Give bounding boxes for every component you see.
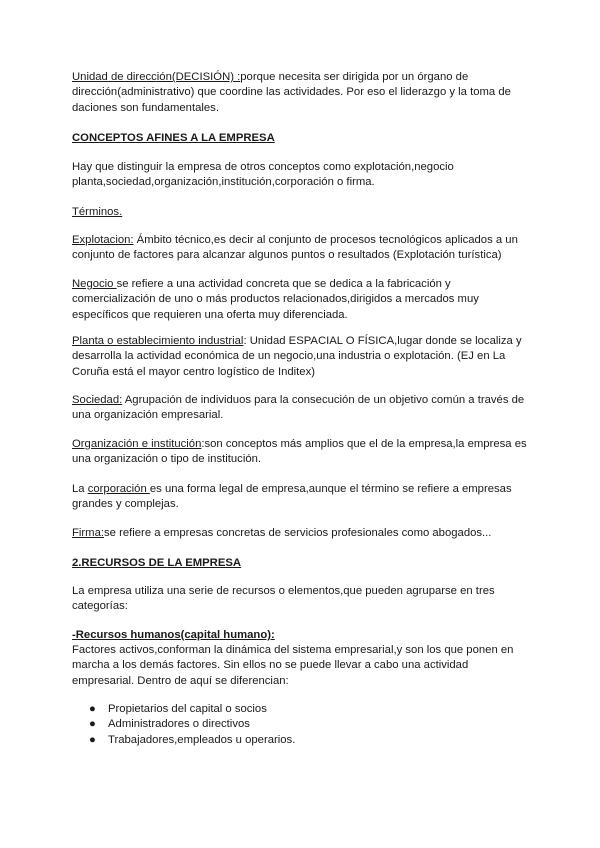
heading-recursos-empresa: 2.RECURSOS DE LA EMPRESA bbox=[72, 557, 242, 569]
term-firma: Firma: bbox=[72, 527, 105, 539]
paragraph-recursos-intro: La empresa utiliza una serie de recursos o elementos,que pueden agruparse en tres categorías: bbox=[72, 585, 495, 613]
term-explotacion: Explotacion: bbox=[72, 234, 134, 246]
definition-firma: se refiere a empresas concretas de servicios profesionales como abogados... bbox=[104, 527, 492, 539]
bullet-icon: ● bbox=[89, 703, 96, 715]
list-item bbox=[72, 717, 532, 732]
definition-explotacion: Ámbito técnico,es decir al conjunto de procesos tecnológicos aplicados a un conjunto de factores para alcanzar algunos puntos o resultados (Explotación turística) bbox=[72, 234, 518, 262]
paragraph-explotacion bbox=[72, 233, 532, 264]
term-negocio: Negocio bbox=[72, 278, 117, 290]
list-item bbox=[72, 733, 532, 748]
heading-recursos-humanos: -Recursos humanos(capital humano): bbox=[72, 629, 275, 641]
heading-terminos: Términos. bbox=[72, 206, 123, 218]
list-item-text: Trabajadores,empleados u operarios. bbox=[108, 733, 296, 746]
term-corporacion: corporación bbox=[87, 483, 150, 495]
term-organizacion: Organización e institución bbox=[72, 438, 202, 450]
definition-planta: : Unidad ESPACIAL O FÍSICA,lugar donde se localiza y desarrolla la actividad económica de un negocio,una industria o explotación. (EJ en La Coruña está el mayor centro logístico de Inditex) bbox=[72, 335, 522, 378]
paragraph-intro-conceptos: Hay que distinguir la empresa de otros conceptos como explotación,negocio planta,sociedad,organización,institución,corporación o firma. bbox=[72, 161, 454, 189]
paragraph-planta bbox=[72, 334, 532, 380]
definition-unidad-direccion: porque necesita ser dirigida por un órgano de dirección(administrativo) que coordine las actividades. Por eso el liderazgo y la toma de daciones son fundamentales. bbox=[72, 71, 511, 114]
term-sociedad: Sociedad: bbox=[72, 394, 123, 406]
paragraph-firma bbox=[72, 526, 532, 541]
definition-corporacion: es una forma legal de empresa,aunque el término se refiere a empresas grandes y complejas. bbox=[72, 483, 512, 511]
definition-sociedad: Agrupación de individuos para la consecución de un objetivo común a través de una organización empresarial. bbox=[72, 394, 525, 422]
bullet-list-recursos-humanos bbox=[72, 702, 532, 748]
paragraph-organizacion bbox=[72, 437, 532, 468]
paragraph-negocio bbox=[72, 277, 532, 323]
list-item bbox=[72, 702, 532, 717]
heading-conceptos-afines: CONCEPTOS AFINES A LA EMPRESA bbox=[72, 132, 275, 144]
bullet-icon: ● bbox=[89, 718, 96, 731]
term-unidad-direccion: Unidad de dirección(DECISIÓN) : bbox=[72, 71, 241, 83]
paragraph-recursos-humanos: Factores activos,conforman la dinámica del sistema empresarial,y son los que ponen en marcha a los demás factores. Sin ellos no se puede llevar a cabo una actividad empresarial. Dentro de aquí se diferencian: bbox=[72, 644, 514, 687]
list-item-text: Administradores o directivos bbox=[108, 718, 250, 731]
term-planta: Planta o establecimiento industrial bbox=[72, 335, 244, 347]
bullet-icon: ● bbox=[89, 733, 96, 746]
definition-organizacion: :son conceptos más amplios que el de la empresa,la empresa es una organización o tipo de institución. bbox=[72, 438, 527, 466]
paragraph-corporacion bbox=[72, 482, 532, 513]
list-item-text: Propietarios del capital o socios bbox=[108, 703, 267, 715]
paragraph-sociedad bbox=[72, 393, 532, 424]
definition-negocio: se refiere a una actividad concreta que se dedica a la fabricación y comercialización de uno o más productos relacionados,dirigidos a mercados muy específicos que requieren una oferta muy diferenciada. bbox=[72, 278, 479, 321]
prefix-corporacion: La bbox=[72, 483, 88, 495]
paragraph-unidad-direccion bbox=[72, 70, 532, 116]
